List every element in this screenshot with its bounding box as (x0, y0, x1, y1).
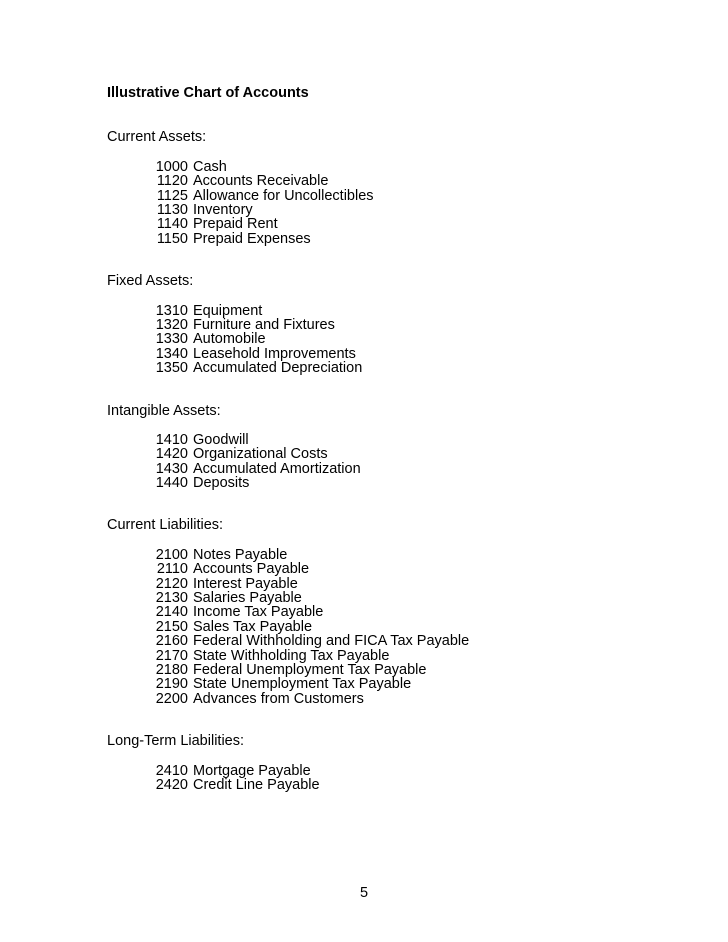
account-row (107, 548, 667, 562)
account-code: 2190 (155, 676, 188, 693)
account-section (107, 518, 667, 706)
account-name: State Unemployment Tax Payable (193, 676, 412, 693)
section-heading: Current Liabilities: (107, 517, 224, 534)
account-row (107, 217, 667, 231)
account-row (107, 634, 667, 648)
account-list (107, 764, 667, 793)
account-row (107, 764, 667, 778)
account-name: Accounts Payable (193, 561, 310, 578)
account-row (107, 433, 667, 447)
account-row (107, 203, 667, 217)
account-name: Advances from Customers (193, 690, 364, 707)
account-code: 2120 (155, 575, 188, 592)
document-content (107, 86, 667, 820)
account-code: 1120 (156, 173, 188, 190)
account-code: 1440 (155, 475, 188, 492)
account-name: Federal Unemployment Tax Payable (193, 662, 427, 679)
account-section (107, 404, 667, 491)
account-row (107, 462, 667, 476)
section-heading: Intangible Assets: (107, 402, 221, 419)
account-code: 2180 (155, 662, 188, 679)
account-code: 1430 (155, 460, 188, 477)
account-row (107, 591, 667, 605)
page-number: 5 (359, 885, 369, 901)
account-code: 1150 (156, 230, 188, 247)
account-name: Goodwill (193, 431, 249, 448)
account-row (107, 476, 667, 490)
account-row (107, 663, 667, 677)
account-row (107, 361, 667, 375)
account-list (107, 433, 667, 491)
account-row (107, 677, 667, 691)
account-code: 2160 (155, 633, 188, 650)
account-row (107, 577, 667, 591)
account-name: Sales Tax Payable (193, 618, 313, 635)
account-row (107, 778, 667, 792)
account-name: Allowance for Uncollectibles (193, 187, 374, 204)
document-title: Illustrative Chart of Accounts (107, 85, 309, 101)
account-name: Notes Payable (193, 546, 288, 563)
section-heading: Fixed Assets: (107, 273, 194, 290)
account-name: Accounts Receivable (193, 173, 329, 190)
account-code: 1000 (155, 158, 188, 175)
account-name: Federal Withholding and FICA Tax Payable (193, 633, 470, 650)
account-name: Furniture and Fixtures (193, 316, 335, 333)
account-name: Cash (193, 158, 227, 175)
account-code: 2110 (156, 561, 188, 578)
chart-of-accounts (107, 130, 667, 792)
account-name: Accumulated Depreciation (193, 360, 363, 377)
account-code: 1330 (155, 331, 188, 348)
account-section (107, 274, 667, 375)
account-list (107, 304, 667, 376)
account-code: 2200 (155, 690, 188, 707)
account-name: Prepaid Expenses (193, 230, 311, 247)
account-name: Income Tax Payable (193, 604, 324, 621)
section-heading: Current Assets: (107, 129, 207, 146)
account-row (107, 304, 667, 318)
account-name: Salaries Payable (193, 590, 302, 607)
account-code: 2150 (155, 618, 188, 635)
account-name: Organizational Costs (193, 446, 328, 463)
account-section (107, 734, 667, 792)
account-row (107, 447, 667, 461)
account-code: 1340 (155, 345, 188, 362)
account-code: 2410 (155, 762, 188, 779)
account-name: Interest Payable (193, 575, 298, 592)
account-name: Equipment (193, 302, 263, 319)
account-name: State Withholding Tax Payable (193, 647, 390, 664)
account-row (107, 562, 667, 576)
account-code: 1310 (155, 302, 188, 319)
account-row (107, 649, 667, 663)
account-row (107, 347, 667, 361)
account-name: Automobile (193, 331, 266, 348)
account-name: Deposits (193, 475, 250, 492)
account-code: 1410 (155, 431, 188, 448)
account-row (107, 318, 667, 332)
account-row (107, 620, 667, 634)
account-code: 2420 (155, 776, 188, 793)
account-code: 1320 (155, 316, 188, 333)
account-code: 2170 (155, 647, 188, 664)
account-code: 1130 (156, 201, 188, 218)
account-name: Inventory (193, 201, 253, 218)
account-list (107, 160, 667, 246)
account-row (107, 332, 667, 346)
account-name: Accumulated Amortization (193, 460, 361, 477)
account-code: 1125 (156, 187, 188, 204)
account-row (107, 189, 667, 203)
account-code: 1350 (155, 360, 188, 377)
account-code: 2130 (155, 590, 188, 607)
account-name: Prepaid Rent (193, 216, 278, 233)
account-row (107, 174, 667, 188)
account-row (107, 160, 667, 174)
account-section (107, 130, 667, 246)
account-row (107, 692, 667, 706)
section-heading: Long-Term Liabilities: (107, 733, 245, 750)
account-row (107, 232, 667, 246)
account-list (107, 548, 667, 706)
account-code: 2140 (155, 604, 188, 621)
account-row (107, 605, 667, 619)
account-code: 1420 (155, 446, 188, 463)
account-name: Credit Line Payable (193, 776, 320, 793)
account-code: 2100 (155, 546, 188, 563)
account-name: Mortgage Payable (193, 762, 311, 779)
account-code: 1140 (156, 216, 188, 233)
account-name: Leasehold Improvements (193, 345, 356, 362)
